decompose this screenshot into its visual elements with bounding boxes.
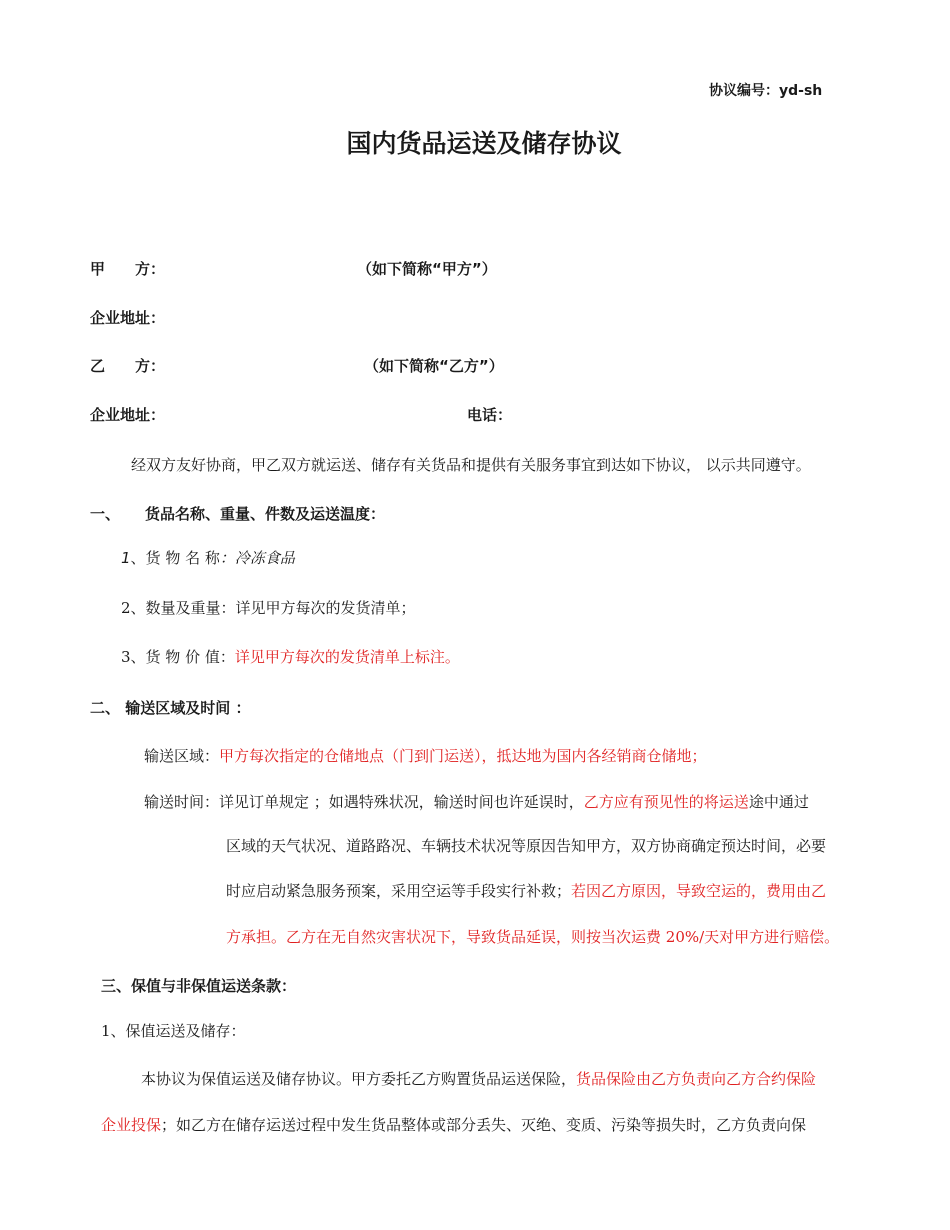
time-text-1c: 途中通过 (748, 793, 809, 811)
section-1-item-2: 2、数量及重量：详见甲方每次的发货清单； (121, 599, 416, 617)
section-3-sub-1: 1、保值运送及储存： (101, 1022, 246, 1040)
section-3-para-line-1 (141, 1068, 816, 1089)
section-1-item-3 (121, 646, 460, 667)
region-label: 输送区域： (144, 747, 220, 765)
party-a-address-label: 企业地址： (90, 309, 166, 327)
delivery-time-line-2: 区域的天气状况、道路路况、车辆技术状况等原因告知甲方，双方协商确定预达时间，必要 (226, 837, 827, 855)
delivery-time-line-4: 方承担。乙方在无自然灾害状况下，导致货品延误，则按当次运费 20%/天对甲方进行赔偿。 (226, 928, 840, 946)
section-3-para-line-2 (101, 1114, 806, 1135)
delivery-time-line-1 (144, 791, 809, 812)
time-text-3b: 若因乙方原因，导致空运的，费用由乙 (571, 882, 827, 900)
time-text-1b: 乙方应有预见性的将运送 (583, 793, 749, 811)
phone-label: 电话： (467, 406, 513, 424)
delivery-time-line-3 (226, 880, 826, 901)
party-b-label: 乙 方： (90, 357, 166, 375)
region-value: 甲方每次指定的仓储地点（门到门运送），抵达地为国内各经销商仓储地； (219, 747, 707, 765)
time-text-3a: 时应启动紧急服务预案，采用空运等手段实行补救； (226, 882, 572, 900)
section-1-number: 一、 (90, 505, 121, 523)
item-3-value: 详见甲方每次的发货清单上标注。 (234, 648, 460, 666)
item-3-label: 3、货 物 价 值： (121, 648, 235, 666)
section-2-heading: 二、 输送区域及时间 ： (90, 699, 251, 717)
para-text-1a: 本协议为保值运送及储存协议。甲方委托乙方购置货品运送保险， (141, 1070, 577, 1088)
item-1-value: ：冷冻食品 (219, 549, 295, 567)
para-text-2b: ；如乙方在储存运送过程中发生货品整体或部分丢失、灭绝、变质、污染等损失时，乙方负责向保 (161, 1116, 807, 1134)
section-3-heading: 三、保值与非保值运送条款： (101, 977, 297, 995)
time-label: 输送时间： (144, 793, 220, 811)
intro-paragraph: 经双方友好协商，甲乙双方就运送、储存有关货品和提供有关服务事宜到达如下协议， 以示共同遵守。 (131, 456, 811, 474)
party-b-address-label: 企业地址： (90, 406, 166, 424)
party-b-alias: （如下简称“乙方”） (364, 357, 504, 375)
delivery-region (144, 745, 707, 766)
party-a-alias: （如下简称“甲方”） (357, 260, 497, 278)
agreement-number: 协议编号：yd-sh (709, 83, 823, 99)
para-text-1b: 货品保险由乙方负责向乙方合约保险 (576, 1070, 817, 1088)
section-1-heading: 货品名称、重量、件数及运送温度： (145, 505, 386, 523)
section-1-item-1 (121, 547, 295, 568)
item-1-number: 1 (121, 549, 131, 567)
time-text-1a: 详见订单规定 ；如遇特殊状况，输送时间也许延误时， (219, 793, 584, 811)
document-title: 国内货品运送及储存协议 (346, 129, 622, 158)
party-a-label: 甲 方： (90, 260, 166, 278)
para-text-2a: 企业投保 (101, 1116, 162, 1134)
item-1-label: 、货 物 名 称 (130, 549, 220, 567)
